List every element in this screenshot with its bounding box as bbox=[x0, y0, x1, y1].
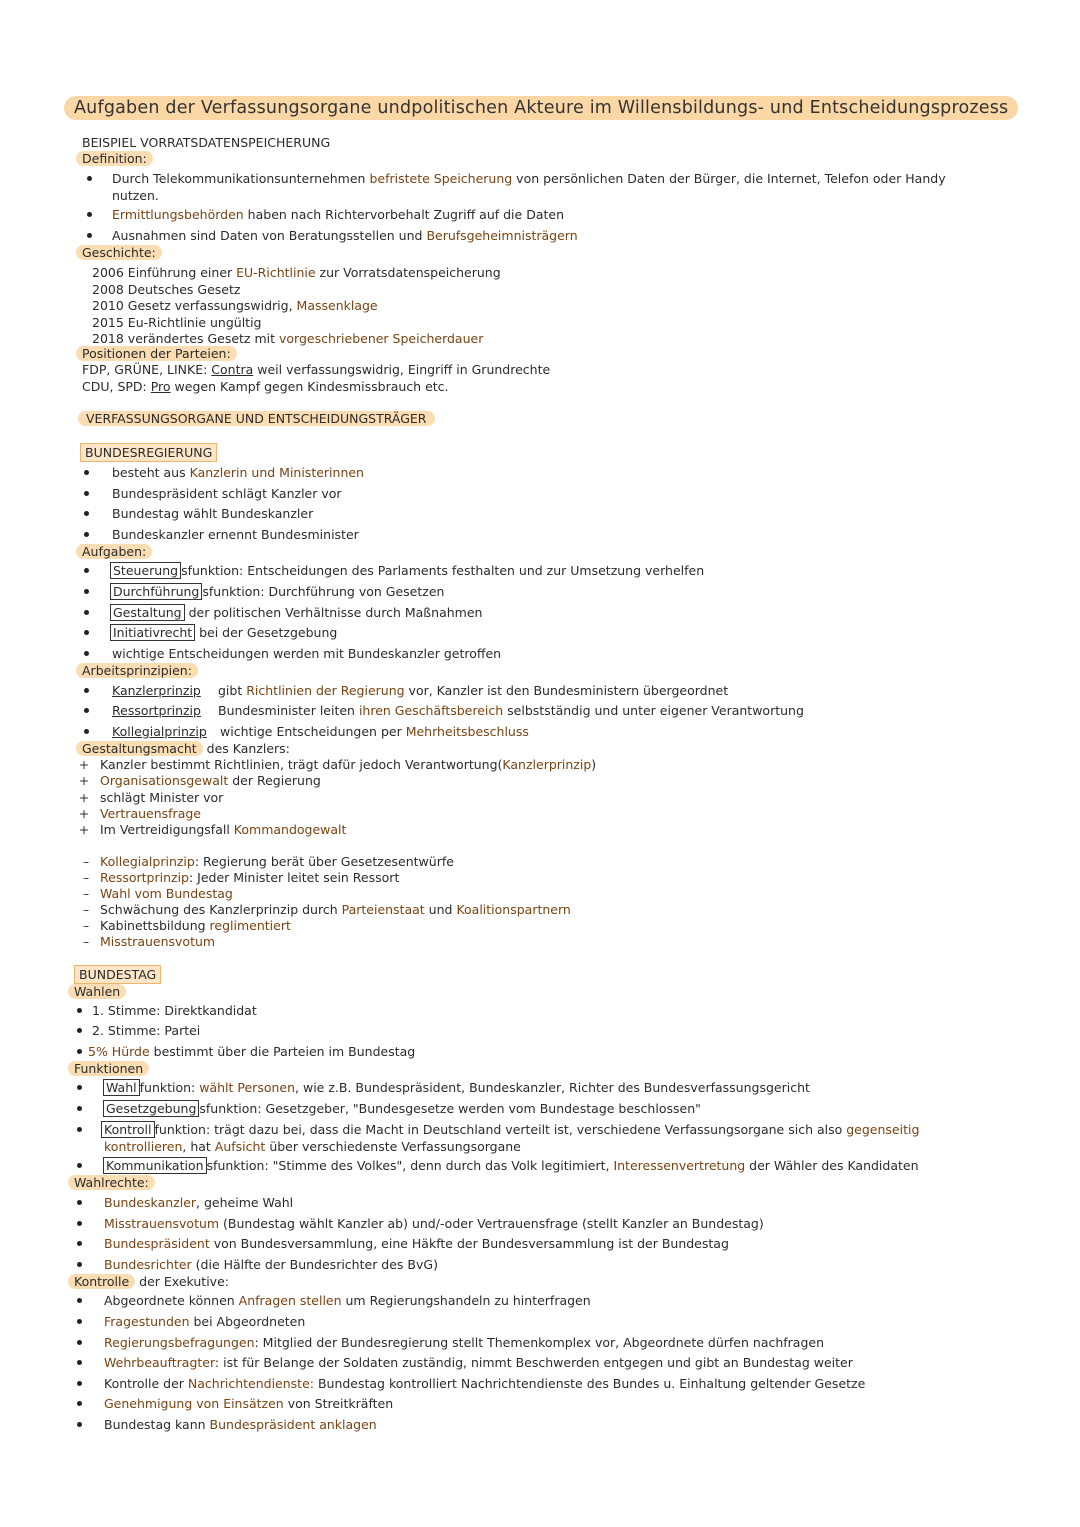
plus-icon: + bbox=[78, 822, 90, 837]
task-item: Durchführung sfunktion: Durchführung von Gesetzen bbox=[110, 583, 444, 600]
functions-label: Funktionen bbox=[74, 1060, 149, 1077]
principle-desc: wichtige Entscheidungen per Mehrheitsbeschluss bbox=[220, 724, 529, 739]
function-item: Gesetzgebung sfunktion: Gesetzgeber, "Bundesgesetze werden vom Bundestage beschlossen" bbox=[103, 1100, 701, 1117]
bullet-icon bbox=[87, 176, 92, 181]
function-item: Wahl funktion: wählt Personen, wie z.B. Bundespräsident, Bundeskanzler, Richter des Bundesverfassungsgericht bbox=[103, 1079, 810, 1096]
history-item: 2018 verändertes Gesetz mit vorgeschriebener Speicherdauer bbox=[92, 331, 484, 346]
control-item: Wehrbeauftragter: ist für Belange der Soldaten zuständig, nimmt Beschwerden entgegen und gibt an Bundestag weiter bbox=[104, 1355, 853, 1370]
page-title: Aufgaben der Verfassungsorgane undpolitischen Akteure im Willensbildungs- und Entscheidungsprozess bbox=[64, 96, 1018, 120]
pro-item: Kanzler bestimmt Richtlinien, trägt dafür jedoch Verantwortung(Kanzlerprinzip) bbox=[100, 757, 597, 772]
list-item: Bundespräsident schlägt Kanzler vor bbox=[112, 486, 342, 501]
history-item: 2015 Eu-Richtlinie ungültig bbox=[92, 315, 262, 330]
contra-item: Wahl vom Bundestag bbox=[100, 886, 233, 901]
minus-icon: – bbox=[82, 918, 90, 933]
principle-name: Ressortprinzip bbox=[112, 703, 201, 718]
list-item: Bundeskanzler ernennt Bundesminister bbox=[112, 527, 359, 542]
rights-label: Wahlrechte: bbox=[74, 1174, 155, 1191]
definition-item: Ausnahmen sind Daten von Beratungsstellen und Berufsgeheimnisträgern bbox=[112, 228, 578, 243]
election-item: 2. Stimme: Partei bbox=[92, 1023, 201, 1038]
positions-label: Positionen der Parteien: bbox=[82, 345, 237, 362]
minus-icon: – bbox=[82, 854, 90, 869]
history-item: 2008 Deutsches Gesetz bbox=[92, 282, 241, 297]
task-item: Initiativrecht bei der Gesetzgebung bbox=[110, 624, 337, 641]
function-item: Kontroll funktion: trägt dazu bei, dass die Macht in Deutschland verteilt ist, verschiedene Verfassungsorgane sich also gegenseitig bbox=[101, 1121, 919, 1138]
bullet-icon bbox=[84, 610, 89, 615]
list-item: Bundestag wählt Bundeskanzler bbox=[112, 506, 314, 521]
election-item: 5% Hürde bestimmt über die Parteien im Bundestag bbox=[88, 1044, 416, 1059]
minus-icon: – bbox=[82, 886, 90, 901]
bullet-icon bbox=[87, 233, 92, 238]
bundestag-heading: BUNDESTAG bbox=[74, 966, 161, 983]
bullet-icon bbox=[84, 729, 89, 734]
bullet-icon bbox=[84, 589, 89, 594]
bullet-icon bbox=[77, 1262, 82, 1267]
position-item: FDP, GRÜNE, LINKE: Contra weil verfassungswidrig, Eingriff in Grundrechte bbox=[82, 362, 551, 377]
elections-label: Wahlen bbox=[74, 983, 126, 1000]
bullet-icon bbox=[84, 651, 89, 656]
bullet-icon bbox=[77, 1085, 82, 1090]
contra-item: Misstrauensvotum bbox=[100, 934, 216, 949]
history-item: 2006 Einführung einer EU-Richtlinie zur Vorratsdatenspeicherung bbox=[92, 265, 501, 280]
history-label: Geschichte: bbox=[82, 244, 162, 261]
bullet-icon bbox=[87, 212, 92, 217]
right-item: Misstrauensvotum (Bundestag wählt Kanzler ab) und/-oder Vertrauensfrage (stellt Kanzler an Bundestag) bbox=[104, 1216, 764, 1231]
tasks-label: Aufgaben: bbox=[82, 543, 152, 560]
bullet-icon bbox=[77, 1221, 82, 1226]
control-item: Fragestunden bei Abgeordneten bbox=[104, 1314, 306, 1329]
contra-item: Schwächung des Kanzlerprinzip durch Parteienstaat und Koalitionspartnern bbox=[100, 902, 571, 917]
contra-item: Kollegialprinzip: Regierung berät über Gesetzesentwürfe bbox=[100, 854, 454, 869]
control-item: Kontrolle der Nachrichtendienste: Bundestag kontrolliert Nachrichtendienste des Bundes u. Einhaltung geltender Gesetze bbox=[104, 1376, 866, 1391]
definition-item: Durch Telekommunikationsunternehmen befristete Speicherung von persönlichen Daten der Bürger, die Internet, Telefon oder Handy bbox=[112, 171, 946, 186]
right-item: Bundesrichter (die Hälfte der Bundesrichter des BvG) bbox=[104, 1257, 438, 1272]
right-item: Bundeskanzler, geheime Wahl bbox=[104, 1195, 294, 1210]
plus-icon: + bbox=[78, 790, 90, 805]
pro-item: schlägt Minister vor bbox=[100, 790, 224, 805]
minus-icon: – bbox=[82, 934, 90, 949]
vds-heading: BEISPIEL VORRATSDATENSPEICHERUNG bbox=[82, 135, 331, 150]
organs-heading: VERFASSUNGSORGANE UND ENTSCHEIDUNGSTRÄGER bbox=[82, 410, 435, 427]
principle-desc: gibt Richtlinien der Regierung vor, Kanzler ist den Bundesministern übergeordnet bbox=[218, 683, 729, 698]
bullet-icon bbox=[84, 688, 89, 693]
plus-icon: + bbox=[78, 773, 90, 788]
minus-icon: – bbox=[82, 870, 90, 885]
pro-item: Organisationsgewalt der Regierung bbox=[100, 773, 321, 788]
principle-name: Kollegialprinzip bbox=[112, 724, 207, 739]
minus-icon: – bbox=[82, 902, 90, 917]
power-label: Gestaltungsmacht des Kanzlers: bbox=[82, 740, 290, 757]
bullet-icon bbox=[77, 1360, 82, 1365]
election-item: 1. Stimme: Direktkandidat bbox=[92, 1003, 257, 1018]
definition-label: Definition: bbox=[82, 150, 153, 167]
task-item: Steuerung sfunktion: Entscheidungen des Parlaments festhalten und zur Umsetzung verhelfen bbox=[110, 562, 704, 579]
list-item: besteht aus Kanzlerin und Ministerinnen bbox=[112, 465, 364, 480]
pro-item: Vertrauensfrage bbox=[100, 806, 201, 821]
bullet-icon bbox=[84, 532, 89, 537]
principle-desc: Bundesminister leiten ihren Geschäftsbereich selbstständig und unter eigener Verantwortung bbox=[218, 703, 804, 718]
bullet-icon bbox=[77, 1381, 82, 1386]
right-item: Bundespräsident von Bundesversammlung, eine Häkfte der Bundesversammlung ist der Bundestag bbox=[104, 1236, 729, 1251]
contra-item: Kabinettsbildung reglimentiert bbox=[100, 918, 291, 933]
definition-item: Ermittlungsbehörden haben nach Richtervorbehalt Zugriff auf die Daten bbox=[112, 207, 564, 222]
bullet-icon bbox=[77, 1241, 82, 1246]
bullet-icon bbox=[77, 1008, 82, 1013]
function-item-cont: kontrollieren, hat Aufsicht über verschiedenste Verfassungsorgane bbox=[104, 1139, 521, 1154]
control-label: Kontrolle der Exekutive: bbox=[74, 1273, 229, 1290]
principle-name: Kanzlerprinzip bbox=[112, 683, 201, 698]
bullet-icon bbox=[84, 491, 89, 496]
definition-item-cont: nutzen. bbox=[112, 188, 159, 203]
bullet-icon bbox=[77, 1340, 82, 1345]
position-item: CDU, SPD: Pro wegen Kampf gegen Kindesmissbrauch etc. bbox=[82, 379, 449, 394]
control-item: Regierungsbefragungen: Mitglied der Bundesregierung stellt Themenkomplex vor, Abgeordnete dürfen nachfragen bbox=[104, 1335, 825, 1350]
bullet-icon bbox=[77, 1163, 82, 1168]
control-item: Genehmigung von Einsätzen von Streitkräften bbox=[104, 1396, 394, 1411]
bullet-icon bbox=[77, 1127, 82, 1132]
plus-icon: + bbox=[78, 806, 90, 821]
plus-icon: + bbox=[78, 757, 90, 772]
bullet-icon bbox=[77, 1028, 82, 1033]
bullet-icon bbox=[77, 1298, 82, 1303]
bullet-icon bbox=[77, 1106, 82, 1111]
task-item: Gestaltung der politischen Verhältnisse durch Maßnahmen bbox=[110, 604, 482, 621]
bullet-icon bbox=[77, 1422, 82, 1427]
bullet-icon bbox=[77, 1401, 82, 1406]
bullet-icon bbox=[84, 470, 89, 475]
function-item: Kommunikation sfunktion: "Stimme des Volkes", denn durch das Volk legitimiert, Interessenvertretung der Wähler des Kandidaten bbox=[103, 1157, 919, 1174]
bundesregierung-heading: BUNDESREGIERUNG bbox=[80, 444, 217, 461]
bullet-icon bbox=[77, 1200, 82, 1205]
bullet-icon bbox=[77, 1049, 82, 1054]
bullet-icon bbox=[77, 1319, 82, 1324]
contra-item: Ressortprinzip: Jeder Minister leitet sein Ressort bbox=[100, 870, 400, 885]
control-item: Bundestag kann Bundespräsident anklagen bbox=[104, 1417, 377, 1432]
bullet-icon bbox=[84, 568, 89, 573]
pro-item: Im Vertreidigungsfall Kommandogewalt bbox=[100, 822, 347, 837]
bullet-icon bbox=[84, 630, 89, 635]
control-item: Abgeordnete können Anfragen stellen um Regierungshandeln zu hinterfragen bbox=[104, 1293, 591, 1308]
bullet-icon bbox=[84, 708, 89, 713]
history-item: 2010 Gesetz verfassungswidrig, Massenklage bbox=[92, 298, 378, 313]
principles-label: Arbeitsprinzipien: bbox=[82, 662, 198, 679]
task-item: wichtige Entscheidungen werden mit Bundeskanzler getroffen bbox=[112, 646, 502, 661]
bullet-icon bbox=[84, 511, 89, 516]
